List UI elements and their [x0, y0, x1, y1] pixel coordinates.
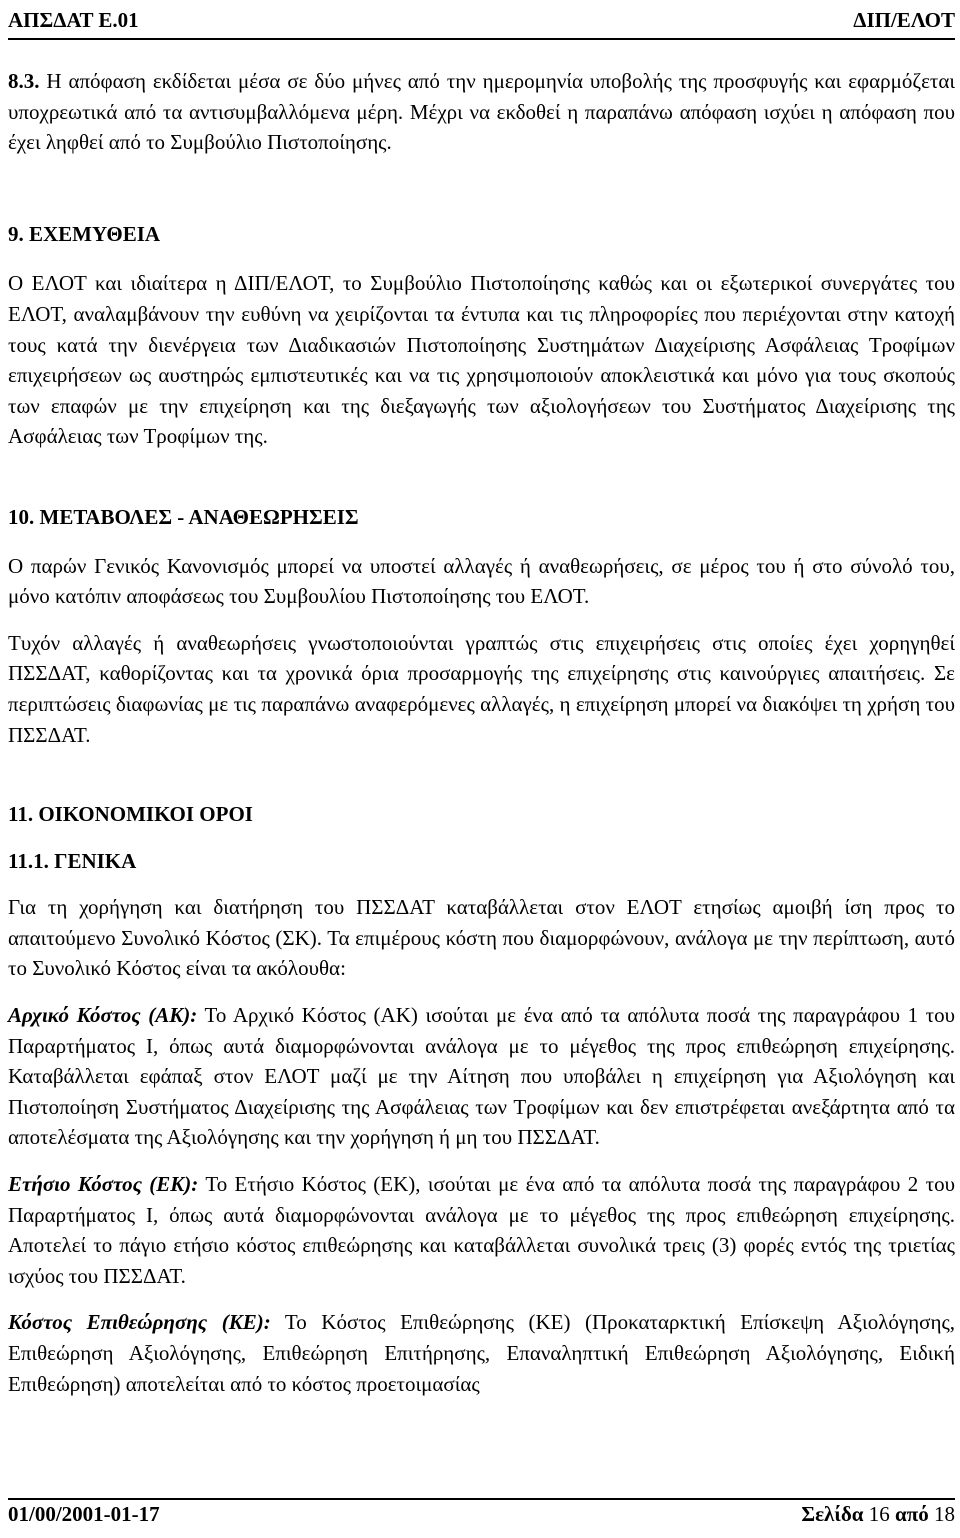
document-body: [8, 66, 955, 1399]
paragraph-10-2: Τυχόν αλλαγές ή αναθεωρήσεις γνωστοποιούνται γραπτώς στις επιχειρήσεις στις οποίες έχει χορηγηθεί ΠΣΣΔΑΤ, καθορίζοντας και τα χρονικά όρια προσαρμογής της επιχείρησης στις καινούργιες απαιτήσεις. Σε περιπτώσεις διαφωνίας με τις παραπάνω αναφερόμενες αλλαγές, η επιχείρηση μπορεί να διακόψει τη χρήση του ΠΣΣΔΑΤ.: [8, 630, 955, 747]
section-title-9: 9. ΕΧΕΜΥΘΕΙΑ: [8, 221, 161, 246]
footer-of-label: από: [895, 1502, 929, 1526]
header-department: ΔΙΠ/ΕΛΟΤ: [853, 8, 955, 32]
page-header: [8, 8, 955, 36]
paragraph-inspection-cost: [8, 1307, 955, 1399]
section-title-11: 11. ΟΙΚΟΝΟΜΙΚΟΙ ΟΡΟΙ: [8, 802, 253, 827]
annual-cost-text: Το Ετήσιο Κόστος (ΕΚ), ισούται με ένα από τα απόλυτα ποσά της παραγράφου 2 του Παραρτήματος Ι, όπως αυτά διαμορφώνονται ανάλογα με το μέγεθος της προς επιθεώρηση επιχείρησης. Αποτελεί το πάγιο ετήσιο κόστος επιθεώρησης και καταβάλλεται συνολικά τρεις (3) φορές εντός της τριετίας ισχύος του ΠΣΣΔΑΤ.: [8, 1172, 956, 1288]
inspection-cost-text: Το Κόστος Επιθεώρησης (ΚΕ) (Προκαταρκτική Επίσκεψη Αξιολόγησης, Επιθεώρηση Αξιολόγησης, Επιθεώρηση Επιτήρησης, Επαναληπτική Επιθεώρηση Αξιολόγησης, Ειδική Επιθεώρηση) αποτελείται από το κόστος προετοιμασίας: [8, 1310, 956, 1396]
page-footer: [8, 1502, 955, 1527]
header-doc-code: ΑΠΣΔΑΤ Ε.01: [8, 8, 139, 32]
paragraph-10-1: Ο παρών Γενικός Κανονισμός μπορεί να υποστεί αλλαγές ή αναθεωρήσεις, σε μέρος του ή στο σύνολό του, μόνο κατόπιν αποφάσεως του Συμβουλίου Πιστοποίησης του ΕΛΟΤ.: [8, 553, 955, 609]
footer-rule: [8, 1498, 955, 1500]
footer-page-indicator: [801, 1502, 955, 1527]
paragraph-9-1: Ο ΕΛΟΤ και ιδιαίτερα η ΔΙΠ/ΕΛΟΤ, το Συμβούλιο Πιστοποίησης καθώς και οι εξωτερικοί συνεργάτες του ΕΛΟΤ, αναλαμβάνουν την ευθύνη να χειρίζονται τα έντυπα και τις πληροφορίες που περιέχονται στην κατοχή τους κατά την διενέργεια των Διαδικασιών Πιστοποίησης Συστημάτων Διαχείρισης Ασφάλειας Τροφίμων επιχειρήσεων ως αυστηρώς εμπιστευτικές και να τις χρησιμοποιούν αποκλειστικά και μόνο για τους σκοπούς των επαφών με την επιχείρηση και της διεξαγωγής των αξιολογήσεων του Συστήματος Διαχείρισης της Ασφάλειας των Τροφίμων της.: [8, 271, 955, 449]
section-title-11-1: 11.1. ΓΕΝΙΚΑ: [8, 848, 137, 873]
header-rule: [8, 38, 955, 40]
document-page: [8, 0, 955, 1538]
initial-cost-text: Το Αρχικό Κόστος (ΑΚ) ισούται με ένα από τα απόλυτα ποσά της παραγράφου 1 του Παραρτήματος Ι, όπως αυτά διαμορφώνονται ανάλογα με το μέγεθος της προς επιθεώρηση επιχείρησης. Καταβάλλεται εφάπαξ στον ΕΛΟΤ μαζί με την Αίτηση που υποβάλει η επιχείρηση για Αξιολόγηση και Πιστοποίηση Συστήματος Διαχείρισης της Ασφάλειας των Τροφίμων και δεν επιστρέφεται ανεξάρτητα από τα αποτελέσματα της Αξιολόγησης και την χορήγηση ή μη του ΠΣΣΔΑΤ.: [8, 1003, 956, 1150]
paragraph-initial-cost: [8, 1000, 955, 1153]
term-initial-cost: Αρχικό Κόστος (ΑΚ):: [8, 1003, 198, 1028]
footer-page-label: Σελίδα: [801, 1502, 864, 1526]
paragraph-8-3-text: Η απόφαση εκδίδεται μέσα σε δύο μήνες από την ημερομηνία υποβολής της προσφυγής και εφαρμόζεται υποχρεωτικά από τα αντισυμβαλλόμενα μέρη. Μέχρι να εκδοθεί η παραπάνω απόφαση ισχύει η απόφαση που έχει ληφθεί από το Συμβούλιο Πιστοποίησης.: [8, 69, 955, 155]
footer-page-number: 16: [868, 1502, 890, 1526]
section-title-10: 10. ΜΕΤΑΒΟΛΕΣ - ΑΝΑΘΕΩΡΗΣΕΙΣ: [8, 504, 359, 529]
section-number-8-3: 8.3.: [8, 69, 40, 93]
paragraph-11-1: Για τη χορήγηση και διατήρηση του ΠΣΣΔΑΤ καταβάλλεται στον ΕΛΟΤ ετησίως αμοιβή ίση προς το απαιτούμενο Συνολικό Κόστος (ΣΚ). Τα επιμέρους κόστη που διαμορφώνουν, ανάλογα με την περίπτωση, αυτό το Συνολικό Κόστος είναι τα ακόλουθα:: [8, 895, 955, 981]
paragraph-8-3: [8, 66, 955, 158]
term-inspection-cost: Κόστος Επιθεώρησης (ΚΕ):: [8, 1310, 271, 1335]
paragraph-annual-cost: [8, 1169, 955, 1291]
footer-doc-date: 01/00/2001-01-17: [8, 1502, 160, 1526]
footer-page-total: 18: [934, 1502, 955, 1526]
term-annual-cost: Ετήσιο Κόστος (ΕΚ):: [8, 1172, 199, 1197]
